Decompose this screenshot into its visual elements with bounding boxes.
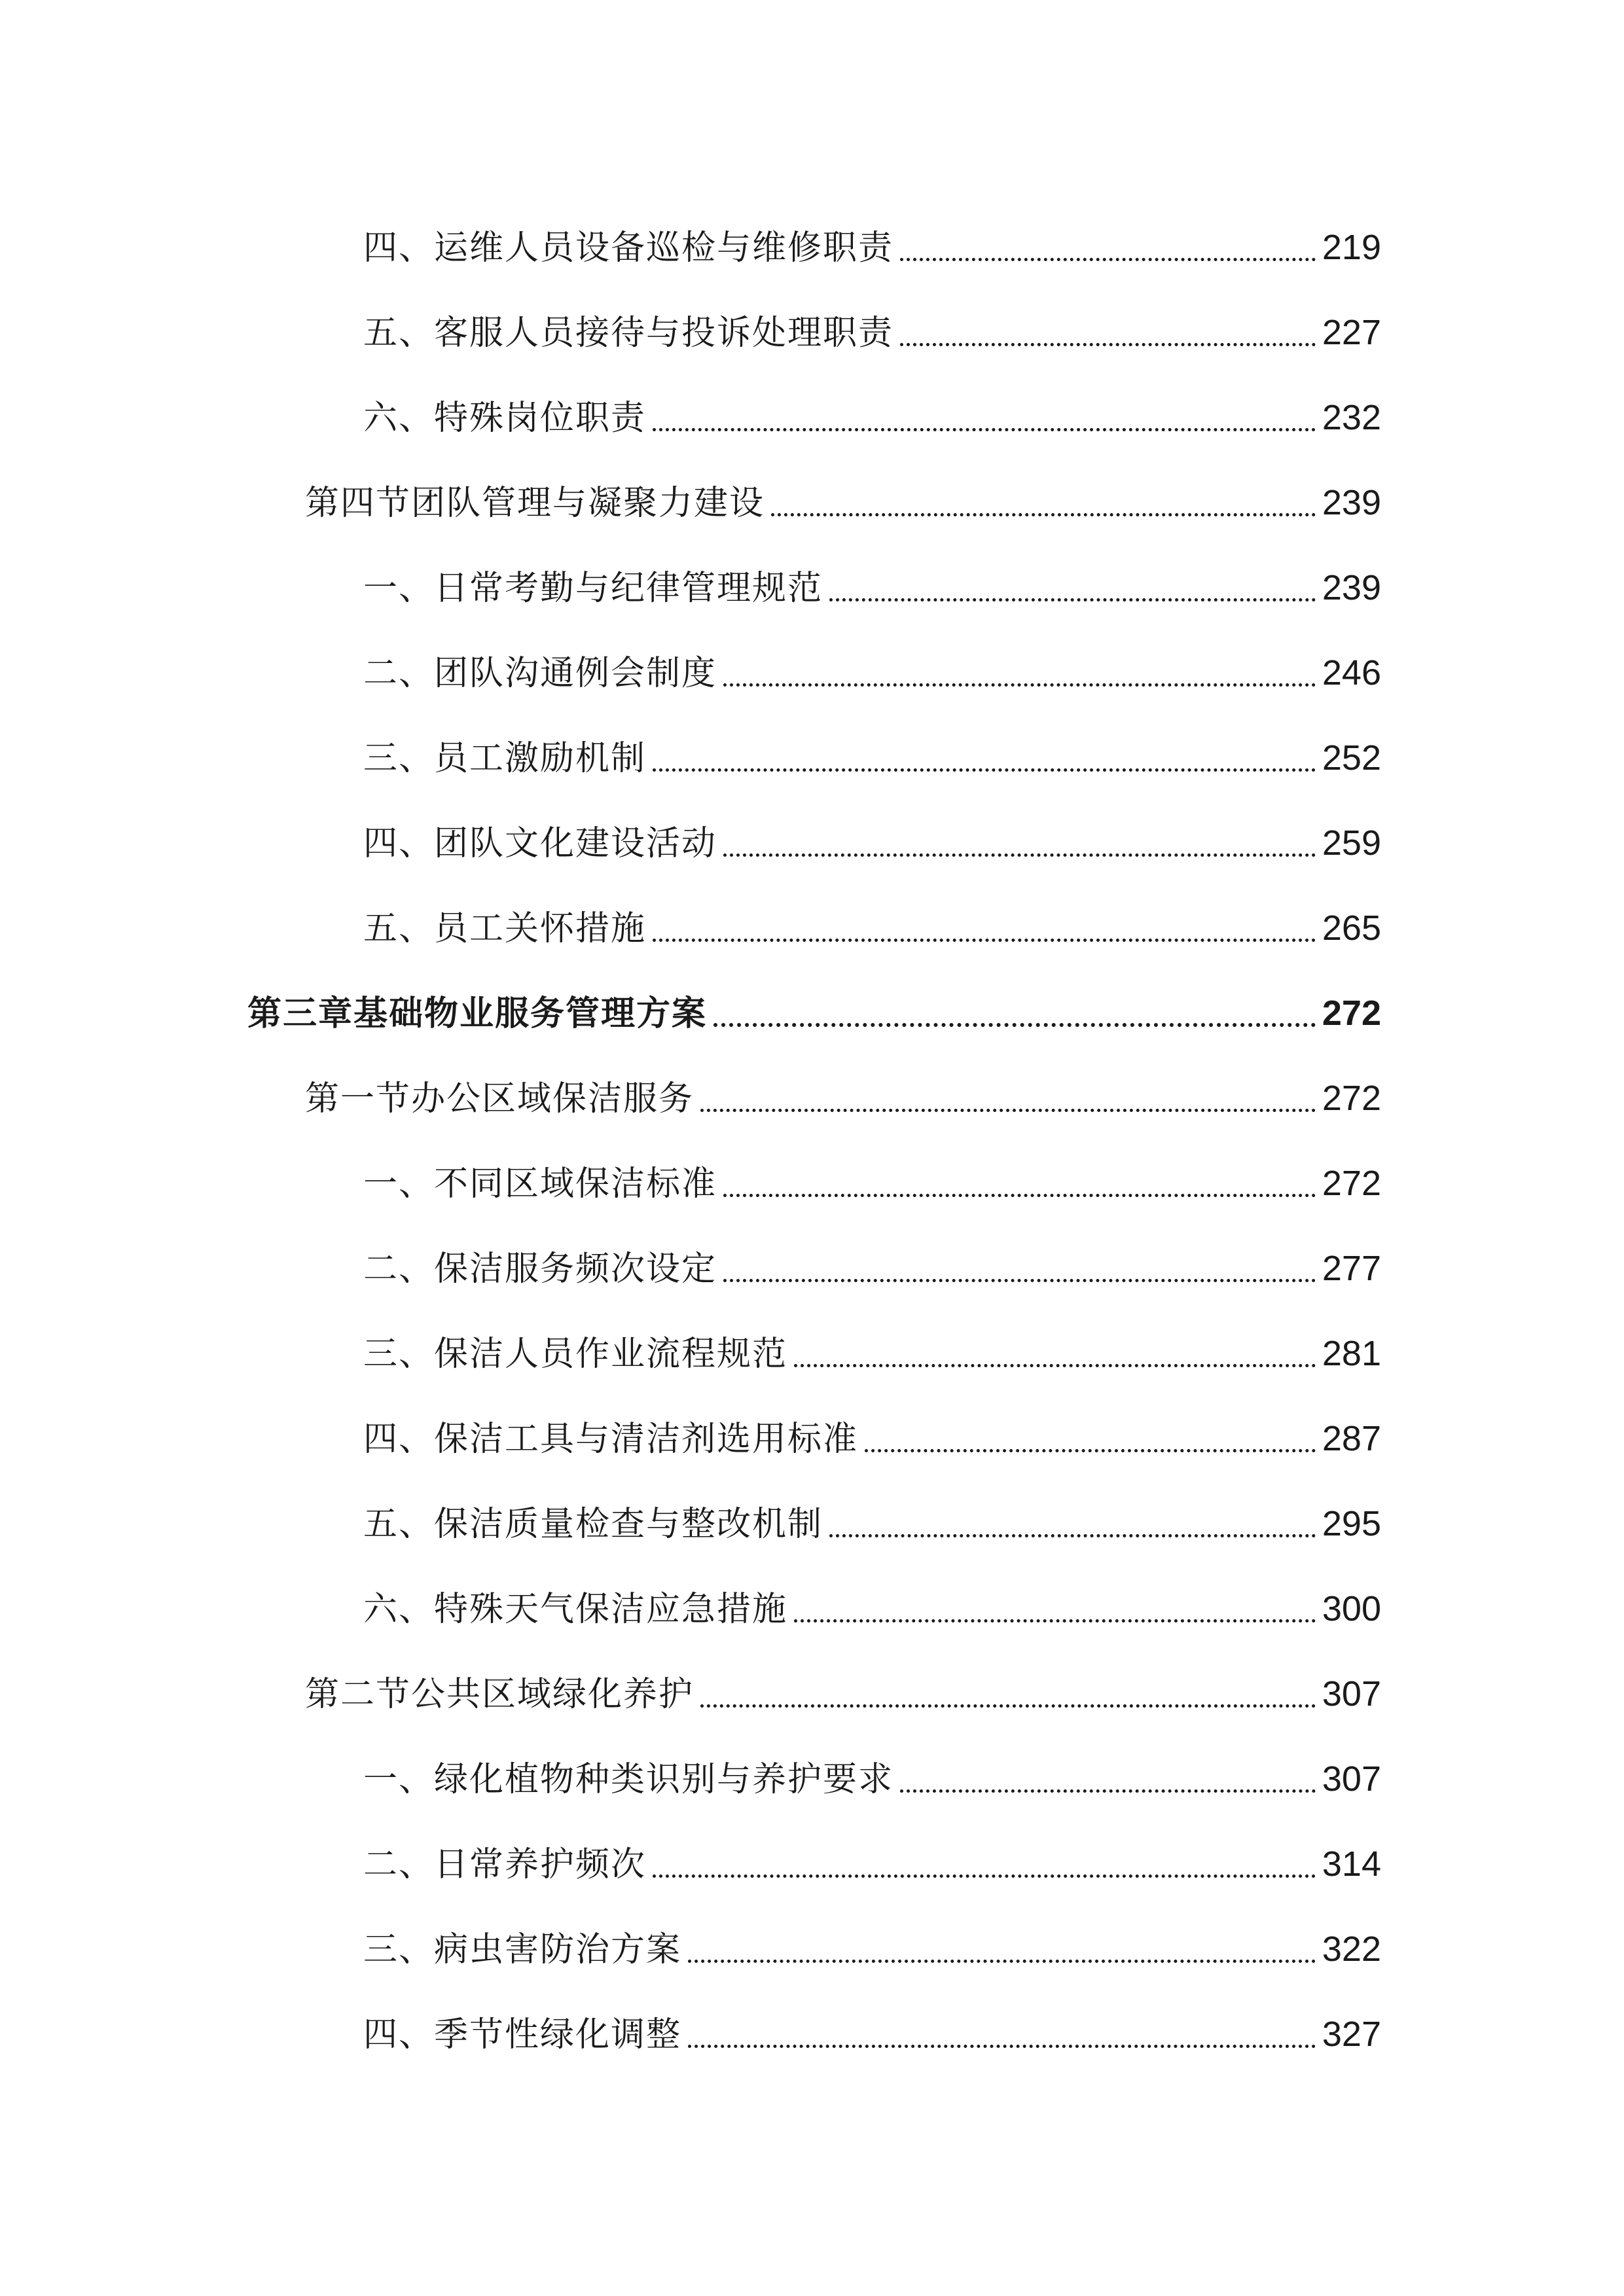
toc-entry-page: 307 <box>1322 1674 1381 1713</box>
toc-entry-page: 265 <box>1322 908 1381 948</box>
dot-leader <box>713 1016 1316 1027</box>
toc-entry-page: 259 <box>1322 823 1381 863</box>
toc-entry[interactable] <box>363 2000 1381 2052</box>
toc-entry-page: 239 <box>1322 568 1381 607</box>
toc-entry-page: 232 <box>1322 398 1381 437</box>
toc-entry-title: 六、特殊天气保洁应急措施 <box>363 1590 788 1629</box>
toc-entry-title: 五、员工关怀措施 <box>363 909 647 948</box>
dot-leader <box>865 1443 1316 1452</box>
toc-entry-title: 五、客服人员接待与投诉处理职责 <box>363 314 894 353</box>
toc-entry-title: 二、团队沟通例会制度 <box>363 654 717 693</box>
dot-leader <box>723 1187 1316 1197</box>
toc-entry-title: 四、运维人员设备巡检与维修职责 <box>363 228 894 268</box>
dot-leader <box>900 1783 1316 1793</box>
toc-entry-page: 239 <box>1322 483 1381 522</box>
dot-leader <box>700 1102 1316 1112</box>
dot-leader <box>794 1613 1316 1623</box>
toc-chapter-entry[interactable] <box>247 978 1381 1031</box>
toc-entry-title: 一、日常考勤与纪律管理规范 <box>363 569 823 608</box>
dot-leader <box>653 932 1316 942</box>
toc-entry-title: 三、保洁人员作业流程规范 <box>363 1335 788 1374</box>
toc-entry-page: 327 <box>1322 2015 1381 2054</box>
toc-entry-page: 252 <box>1322 738 1381 778</box>
toc-entry-page: 314 <box>1322 1844 1381 1884</box>
toc-entry-title: 第三章基础物业服务管理方案 <box>247 994 708 1033</box>
dot-leader <box>771 507 1316 516</box>
toc-entry[interactable] <box>363 1489 1381 1544</box>
toc-entry-title: 第一节办公区域保洁服务 <box>305 1079 695 1119</box>
toc-entry-page: 227 <box>1322 313 1381 352</box>
toc-entry-title: 二、保洁服务频次设定 <box>363 1249 717 1289</box>
dot-leader <box>723 677 1316 687</box>
dot-leader <box>723 847 1316 857</box>
toc-entry-page: 300 <box>1322 1589 1381 1628</box>
dot-leader <box>653 1868 1316 1878</box>
toc-entry[interactable] <box>363 1829 1381 1882</box>
toc-entry[interactable] <box>363 1574 1381 1629</box>
toc-entry-page: 246 <box>1322 653 1381 692</box>
toc-entry[interactable] <box>363 638 1381 691</box>
dot-leader <box>723 1272 1316 1282</box>
dot-leader <box>688 1953 1316 1963</box>
toc-entry-title: 三、员工激励机制 <box>363 739 647 778</box>
toc-entry-title: 第四节团队管理与凝聚力建设 <box>305 484 765 523</box>
toc-section-entry[interactable] <box>305 1659 1381 1712</box>
toc-entry[interactable] <box>363 808 1381 861</box>
dot-leader <box>829 1528 1316 1537</box>
dot-leader <box>688 2038 1316 2048</box>
toc-entry[interactable] <box>363 213 1381 268</box>
toc-entry[interactable] <box>363 553 1381 608</box>
toc-entry-title: 四、团队文化建设活动 <box>363 824 717 863</box>
toc-section-entry[interactable] <box>305 468 1381 523</box>
toc-entry-page: 272 <box>1322 994 1381 1033</box>
dot-leader <box>794 1357 1316 1367</box>
toc-entry-page: 322 <box>1322 1929 1381 1969</box>
toc-entry-title: 五、保洁质量检查与整改机制 <box>363 1505 823 1544</box>
toc-entry-page: 287 <box>1322 1419 1381 1458</box>
toc-entry-title: 一、绿化植物种类识别与养护要求 <box>363 1760 894 1799</box>
dot-leader <box>653 422 1316 431</box>
toc-entry-title: 四、季节性绿化调整 <box>363 2015 682 2054</box>
toc-entry-title: 四、保洁工具与清洁剂选用标准 <box>363 1420 859 1459</box>
toc-entry-page: 295 <box>1322 1504 1381 1543</box>
toc-entry-page: 272 <box>1322 1079 1381 1118</box>
dot-leader <box>653 762 1316 772</box>
toc-section-entry[interactable] <box>305 1064 1381 1119</box>
toc-entry-page: 219 <box>1322 228 1381 267</box>
toc-entry[interactable] <box>363 383 1381 438</box>
toc-entry[interactable] <box>363 893 1381 946</box>
toc-entry[interactable] <box>363 1404 1381 1459</box>
toc-entry-page: 281 <box>1322 1334 1381 1373</box>
toc-entry[interactable] <box>363 1234 1381 1289</box>
toc-entry-page: 272 <box>1322 1164 1381 1203</box>
toc-entry-page: 307 <box>1322 1759 1381 1799</box>
toc-entry-title: 一、不同区域保洁标准 <box>363 1164 717 1204</box>
toc-entry[interactable] <box>363 298 1381 353</box>
toc-entry[interactable] <box>363 1319 1381 1374</box>
dot-leader <box>900 336 1316 346</box>
dot-leader <box>900 251 1316 261</box>
toc-entry[interactable] <box>363 1744 1381 1797</box>
toc-entry-page: 277 <box>1322 1249 1381 1288</box>
toc-entry-title: 六、特殊岗位职责 <box>363 399 647 438</box>
dot-leader <box>829 592 1316 601</box>
toc-entry[interactable] <box>363 1914 1381 1967</box>
toc-entry[interactable] <box>363 723 1381 776</box>
toc-entry-title: 第二节公共区域绿化养护 <box>305 1675 695 1714</box>
toc-entry-title: 二、日常养护频次 <box>363 1845 647 1884</box>
dot-leader <box>700 1698 1316 1708</box>
toc-entry[interactable] <box>363 1149 1381 1204</box>
toc-entry-title: 三、病虫害防治方案 <box>363 1930 682 1969</box>
